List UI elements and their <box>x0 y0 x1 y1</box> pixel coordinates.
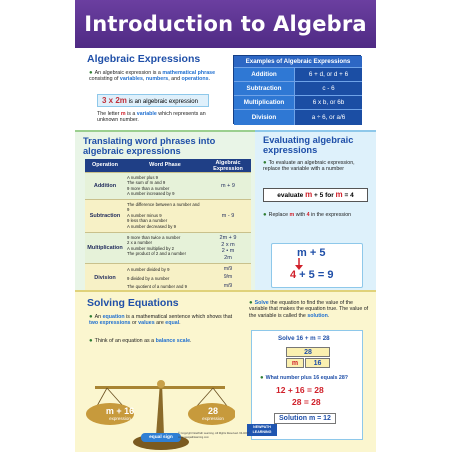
equation-step-1: 12 + 16 = 28 <box>276 385 324 395</box>
row-expression: m + 9 <box>221 182 235 189</box>
table-cell-ex: c - 6 <box>294 81 362 95</box>
section-heading: Evaluating algebraic expressions <box>263 135 354 155</box>
equal-sign-label: equal sign <box>141 433 181 442</box>
variable-note: The letter m is a variable which represents an unknown number. <box>97 111 206 124</box>
equation-bullet: ● An equation is a mathematical sentence which shows that two expressions or values are equal. <box>89 314 233 327</box>
section-heading: Solving Equations <box>87 297 179 309</box>
row-phrases: 9 more than twice a number 2 x a number A number multiplied by 2 The product of 2 and a number <box>127 235 187 257</box>
table-row <box>85 199 251 232</box>
expression-line: m + 5 <box>297 247 326 259</box>
question-bullet: ● What number plus 16 equals 28? <box>260 375 349 381</box>
bullet-icon: ● <box>260 375 264 381</box>
column-header: Operation <box>92 162 118 168</box>
solve-line: Solve 16 + m = 28 <box>278 335 330 342</box>
bullet-icon: ● <box>249 300 253 306</box>
definition-bullet: ● An algebraic expression is a mathematical phrase consisting of variables, numbers, and operations. <box>89 70 216 83</box>
bullet-icon: ● <box>89 70 93 76</box>
row-expression: m/9 9/m m/9 <box>223 265 233 289</box>
row-expression: m - 9 <box>221 212 235 219</box>
table-row <box>85 172 251 199</box>
example-box: 3 x 2m is an algebraic expression <box>97 94 209 107</box>
result-line: 4 + 5 = 9 <box>290 269 334 281</box>
row-operation: Subtraction <box>89 213 121 219</box>
solve-bullet: ● Solve the equation to find the value of the variable that makes the equation true. The value of the variable is called the solution. <box>249 300 369 319</box>
table-cell-op: Division <box>234 109 294 125</box>
bullet-icon: ● <box>263 212 267 218</box>
table-cell-ex: 6 + d, or d + 6 <box>294 67 362 81</box>
left-pan-label: expression <box>109 416 131 421</box>
translating-section <box>75 130 255 290</box>
examples-table-header: Examples of Algebraic Expressions <box>234 56 362 67</box>
column-header: Word Phase <box>149 162 181 168</box>
table-cell-ex: 6 x b, or 6b <box>294 95 362 109</box>
row-phrases: A number plus 9 The sum of m and 9 9 more than a number A number increased by 9 <box>127 175 175 197</box>
balance-bullet: ● Think of an equation as a balance scale. <box>89 338 192 344</box>
table-cell-op: Addition <box>234 67 294 81</box>
example-expression: 3 x 2m <box>102 96 127 105</box>
bullet-icon: ● <box>89 338 93 344</box>
row-expression: 2m + 9 2 x m 2 • m 2m <box>219 235 237 261</box>
row-phrases: A number divided by 9 9 divided by a number The quotient of a number and 9 <box>127 267 187 289</box>
word-phrase-table-header <box>85 159 251 172</box>
evaluate-box: evaluate m + 5 for m = 4 <box>263 188 368 202</box>
bar-model-known: 16 <box>305 358 330 368</box>
section-heading: Algebraic Expressions <box>87 53 201 65</box>
table-row <box>234 67 362 81</box>
bullet-icon: ● <box>263 160 267 166</box>
row-operation: Division <box>94 274 116 281</box>
evaluating-section <box>255 130 376 290</box>
solution-value: Solution m = 12 <box>274 413 336 424</box>
right-pan-value: 28 <box>207 406 218 416</box>
solving-section <box>75 290 376 452</box>
table-cell-op: Multiplication <box>234 95 294 109</box>
examples-table <box>233 55 361 124</box>
replace-bullet: ● Replace m with 4 in the expression <box>263 212 352 218</box>
right-pan-label: expression <box>202 416 224 421</box>
bullet-icon: ● <box>89 314 93 320</box>
newpath-logo: NEWPATH LEARNING <box>247 424 277 436</box>
table-cell-op: Subtraction <box>234 81 294 95</box>
table-row <box>234 81 362 95</box>
algebraic-expressions-section <box>75 48 376 130</box>
table-cell-ex: a ÷ 6, or a/6 <box>294 109 362 125</box>
left-pan-expression: m + 16 <box>105 406 135 416</box>
poster <box>75 0 376 452</box>
column-header: Algebraic Expression <box>213 160 243 172</box>
evaluate-bullet: ● To evaluate an algebraic expression, replace the variable with a number <box>263 160 355 173</box>
row-operation: Multiplication <box>87 245 123 251</box>
table-row <box>234 95 362 109</box>
bar-model-total: 28 <box>286 347 330 357</box>
title-bar <box>75 0 376 48</box>
equation-step-2: 28 = 28 <box>292 397 321 407</box>
page-title: Introduction to Algebra <box>84 12 367 36</box>
section-heading: Translating word phrases into algebraic expressions <box>83 136 216 156</box>
table-row <box>85 263 251 291</box>
bar-model-variable: m <box>286 358 304 368</box>
table-row <box>85 232 251 263</box>
row-phrases: The difference between a number and 9 A number minus 9 9 less than a number A number decreased by 9 <box>127 202 200 229</box>
evaluation-steps <box>271 243 363 288</box>
table-row <box>234 109 362 125</box>
copyright: © Copyright NewPath Learning. All Rights Reserved. 93-4007 www.newpathlearning.com <box>178 432 249 439</box>
row-operation: Addition <box>93 183 117 189</box>
